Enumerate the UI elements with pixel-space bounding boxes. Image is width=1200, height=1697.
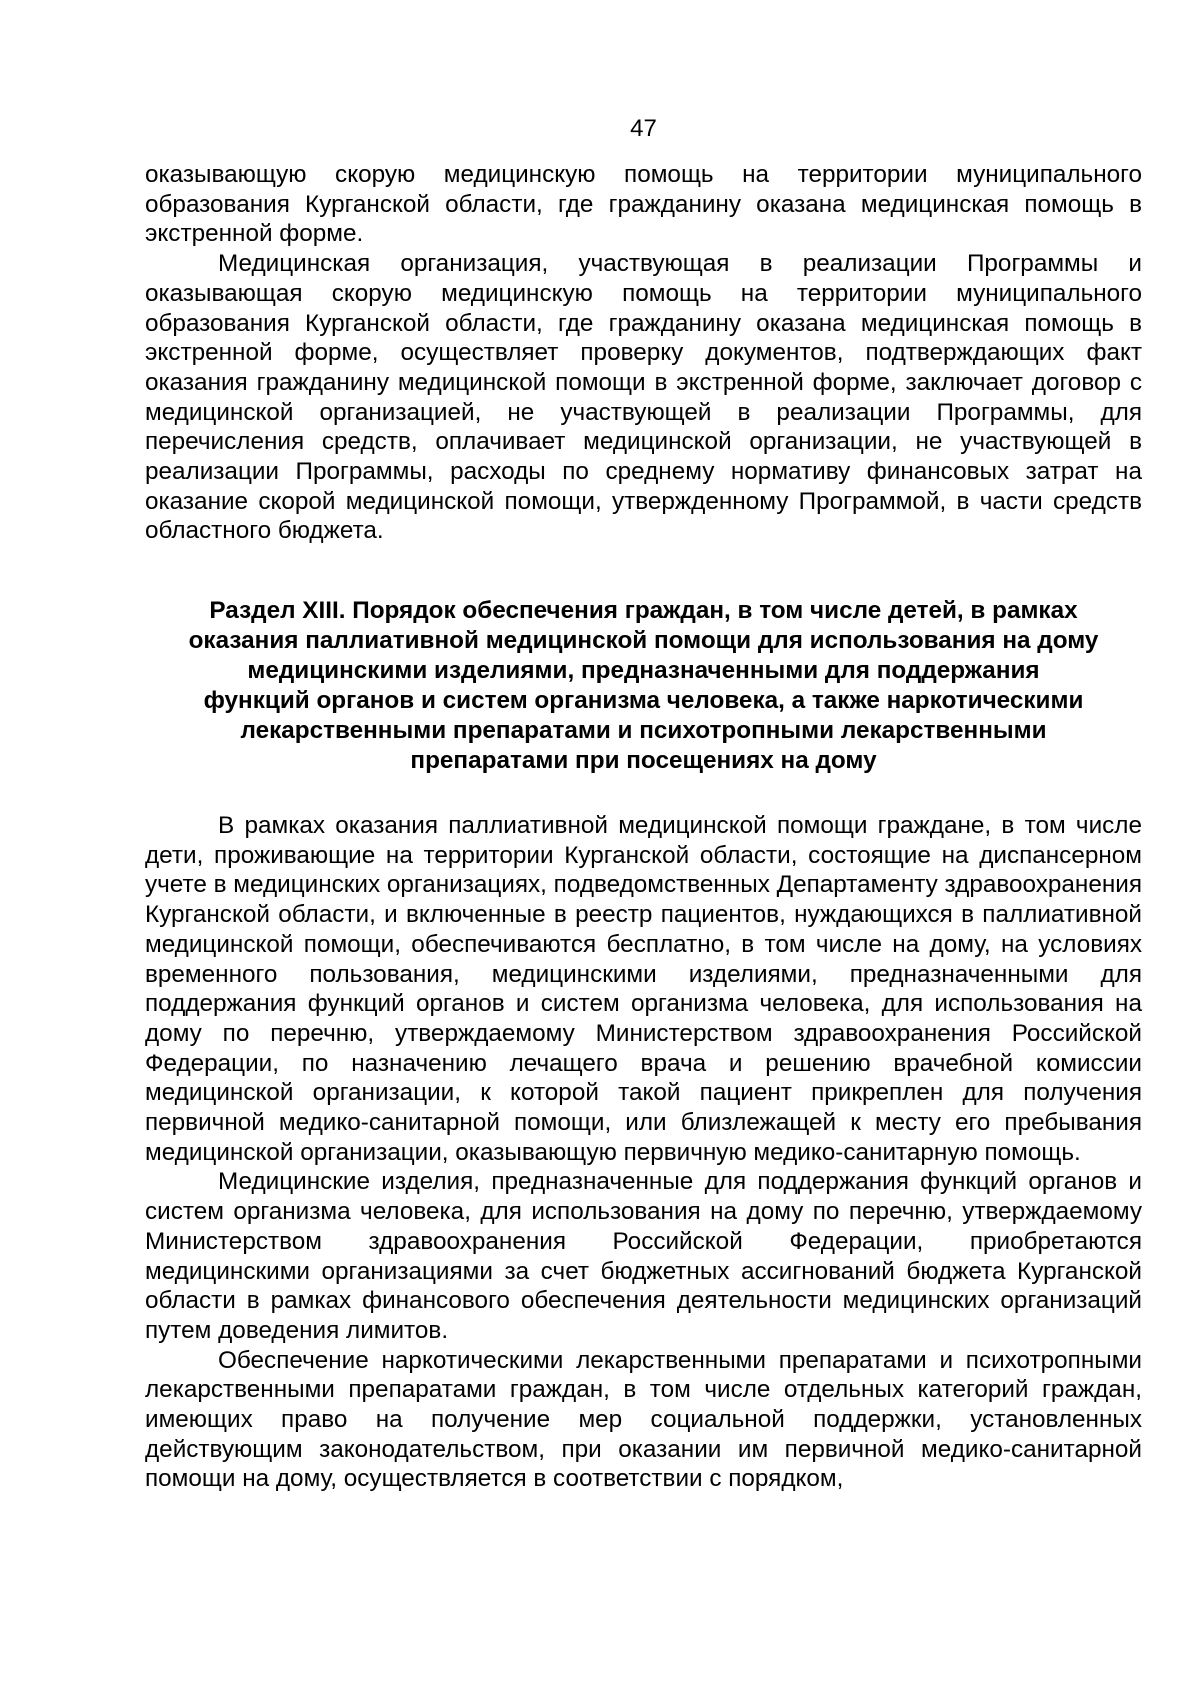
paragraph-narcotic-drugs: Обеспечение наркотическими лекарственными препаратами и психотропными лекарственными препаратами граждан, в том числе отдельных категорий граждан, имеющих право на получение мер социальной поддержки, установленных действующим законодательством, при оказании им первичной медико-санитарной помощи на дому, осуществляется в соответствии с порядком, xyxy=(145,1346,1142,1493)
paragraph-palliative-care: В рамках оказания паллиативной медицинской помощи граждане, в том числе дети, проживающие на территории Курганской области, состоящие на диспансерном учете в медицинских организациях, подведомственных Департаменту здравоохранения Курганской области, и включенные в реестр пациентов, нуждающихся в паллиативной медицинской помощи, обеспечиваются бесплатно, в том числе на дому, на условиях временного пользования, медицинскими изделиями, предназначенными для поддержания функций органов и систем организма человека, для использования на дому по перечню, утверждаемому Министерством здравоохранения Российской Федерации, по назначению лечащего врача и решению врачебной комиссии медицинской организации, к которой такой пациент прикреплен для получения первичной медико-санитарной помощи, или близлежащей к месту его пребывания медицинской организации, оказывающую первичную медико-санитарную помощь. xyxy=(145,812,1142,1166)
section-heading xyxy=(145,596,1142,776)
heading-line: медицинскими изделиями, предназначенными для поддержания xyxy=(247,657,1040,684)
paragraph-medical-organization: Медицинская организация, участвующая в реализации Программы и оказывающая скорую медицинскую помощь на территории муниципального образования Курганской области, где гражданину оказана медицинская помощь в экстренной форме, осуществляет проверку документов, подтверждающих факт оказания гражданину медицинской помощи в экстренной форме, заключает договор с медицинской организацией, не участвующей в реализации Программы, для перечисления средств, оплачивает медицинской организации, не участвующей в реализации Программы, расходы по среднему нормативу финансовых затрат на оказание скорой медицинской помощи, утвержденному Программой, в части средств областного бюджета. xyxy=(145,250,1142,545)
heading-line: лекарственными препаратами и психотропными лекарственными xyxy=(240,717,1047,744)
page-number: 47 xyxy=(630,115,657,142)
body-text-block xyxy=(145,811,1142,1494)
continuation-paragraph: оказывающую скорую медицинскую помощь на территории муниципального образования Курганской области, где гражданину оказана медицинская помощь в экстренной форме. xyxy=(145,161,1142,248)
heading-line: Раздел XIII. Порядок обеспечения граждан, в том числе детей, в рамках xyxy=(209,597,1078,624)
heading-line: препаратами при посещениях на дому xyxy=(410,747,877,774)
top-text-block xyxy=(145,160,1142,546)
heading-line: функций органов и систем организма человека, а также наркотическими xyxy=(203,687,1084,714)
heading-line: оказания паллиативной медицинской помощи для использования на дому xyxy=(188,627,1099,654)
paragraph-medical-devices: Медицинские изделия, предназначенные для поддержания функций органов и систем организма человека, для использования на дому по перечню, утверждаемому Министерством здравоохранения Российской Федерации, приобретаются медицинскими организациями за счет бюджетных ассигнований бюджета Курганской области в рамках финансового обеспечения деятельности медицинских организаций путем доведения лимитов. xyxy=(145,1168,1142,1344)
